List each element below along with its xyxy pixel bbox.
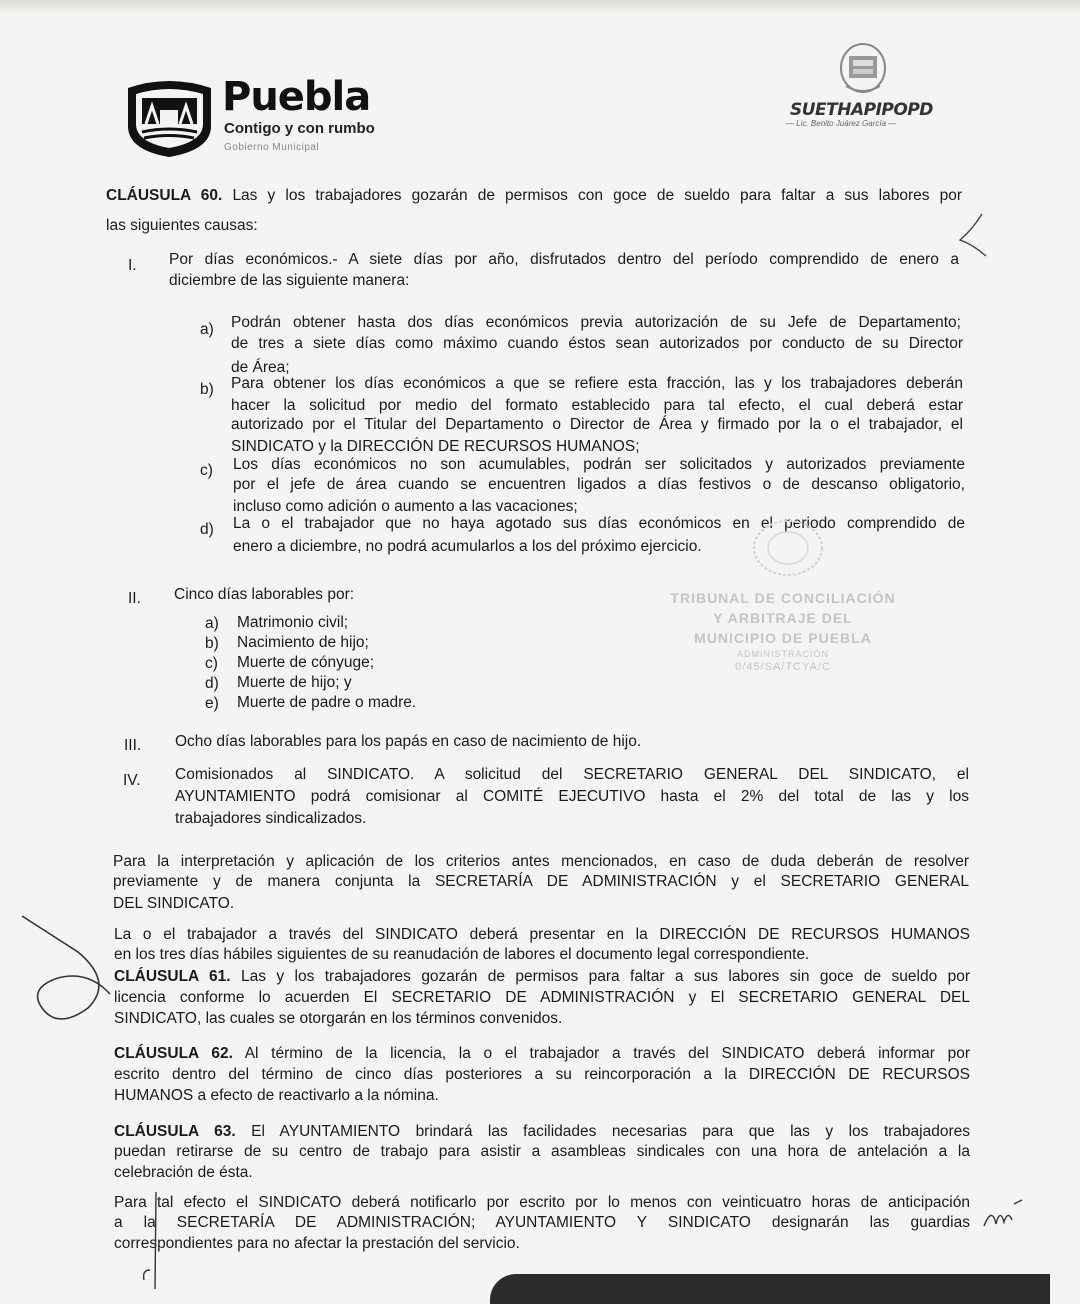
section1-line1: Por días económicos.- A siete días por año, disfrutados dentro del período comprendido de enero a [169,251,959,268]
section1-item-a-line1: Podrán obtener hasta dos días económicos previa autorización de su Jefe de Departamento; [231,314,961,331]
section2-item-a-text: Matrimonio civil; [237,614,349,631]
interpretation-line2: previamente y de manera conjunta la SECRETARÍA DE ADMINISTRACIÓN y el SECRETARIO GENERAL [113,873,969,890]
section1-item-b-line3: autorizado por el Titular del Departamento o Director de Área y firmado por la o el trabajador, el [231,416,963,433]
section4-line2: AYUNTAMIENTO podrá comisionar al COMITÉ EJECUTIVO hasta el 2% del total de las y los [175,788,969,805]
clause62-line3: HUMANOS a efecto de reactivarlo a la nómina. [114,1087,439,1104]
puebla-shield-logo [122,78,217,158]
section4-line3: trabajadores sindicalizados. [175,810,367,827]
union-seal-icon [836,42,890,98]
clause63-title: CLÁUSULA 63. [114,1123,236,1140]
stamp-line1: TRIBUNAL DE CONCILIACIÓN [670,590,896,606]
clause60-intro-line1 [106,186,962,206]
presentation-line1: La o el trabajador a través del SINDICATO deberá presentar en la DIRECCIÓN DE RECURSOS HUMANOS [114,926,970,943]
bottom-dark-bar [490,1274,1050,1304]
section1-item-a-line2: de tres a siete días como máximo cuando éstos sean autorizados por conducto de su Director [231,335,963,352]
interpretation-line3: DEL SINDICATO. [113,895,235,912]
section1-item-d-letter: d) [200,521,214,538]
section1-item-b-line1: Para obtener los días económicos a que se refiere esta fracción, las y los trabajadores deberán [231,375,963,392]
section2-numeral: II. [128,590,141,607]
clause63-line2: puedan retirarse de su centro de trabajo para asistir a asambleas sindicales con una hora de antelación a la [114,1143,970,1160]
section1-item-b-letter: b) [200,381,214,398]
section1-item-c-line2: por el jefe de área cuando se encuentren ligados a días festivos o de descanso obligatorio, [233,476,965,493]
section2-item-d-text: Muerte de hijo; y [237,674,352,691]
presentation-line2: en los tres días hábiles siguientes de su reanudación de labores el documento legal correspondiente. [114,946,810,963]
stamp-line4: ADMINISTRACIÓN [736,649,829,659]
signature-scribble [18,912,118,1032]
clause62-title: CLÁUSULA 62. [114,1045,233,1062]
section1-item-c-line3: incluso como adición o aumento a las vacaciones; [233,498,578,515]
clause63-notice-line2: a la SECRETARÍA DE ADMINISTRACIÓN; AYUNTAMIENTO Y SINDICATO designarán las guardias [114,1214,970,1231]
section3-text: Ocho días laborables para los papás en caso de nacimiento de hijo. [175,733,642,750]
clause61-line1 [114,967,970,987]
section1-item-a-line3: de Área; [231,359,290,376]
clause63-notice-line3: correspondientes para no afectar la prestación del servicio. [114,1235,520,1252]
section2-item-d-letter: d) [205,675,219,692]
initials-mark [982,1196,1026,1232]
union-subtitle: — Lic. Benito Juárez García — [786,119,897,128]
union-subtitle-text: Lic. Benito Juárez García [796,119,887,128]
clause60-intro-line2: las siguientes causas: [106,217,258,234]
corner-check-mark [942,210,992,280]
section2-item-e-letter: e) [205,695,219,712]
clause63-line1-text: El AYUNTAMIENTO brindará las facilidades necesarias para que las y los trabajadores [251,1123,971,1140]
section2-heading: Cinco días laborables por: [174,586,355,603]
section1-numeral: I. [128,257,137,274]
clause61-line3: SINDICATO, las cuales se otorgarán en los términos convenidos. [114,1010,563,1027]
clause61-line1-text: Las y los trabajadores gozarán de permisos para faltar a sus labores sin goce de sueldo por [241,968,970,985]
section1-line2: diciembre de las siguiente manera: [169,272,410,289]
clause60-intro-text: Las y los trabajadores gozarán de permisos con goce de sueldo para faltar a sus labores por [232,187,962,204]
section2-item-c-letter: c) [205,655,218,672]
section2-item-b-letter: b) [205,635,219,652]
union-name: SUETHAPIPOPD [790,100,933,120]
brand-tagline: Contigo y con rumbo [224,120,375,137]
section1-item-b-line2: hacer la solicitud por medio del formato establecido para tal efecto, el cual deberá estar [231,397,963,414]
stamp-line5: 0/45/SA/TCYA/C [735,661,831,673]
section1-item-a-letter: a) [200,321,214,338]
clause63-line1 [114,1122,970,1142]
section2-item-e-text: Muerte de padre o madre. [237,694,417,711]
section4-line1: Comisionados al SINDICATO. A solicitud del SECRETARIO GENERAL DEL SINDICATO, el [175,766,969,783]
section2-item-b-text: Nacimiento de hijo; [237,634,369,651]
section1-item-d-line2: enero a diciembre, no podrá acumularlos a los del próximo ejercicio. [233,538,702,555]
stamp-line2: Y ARBITRAJE DEL [713,610,853,626]
interpretation-line1: Para la interpretación y aplicación de los criterios antes mencionados, en caso de duda deberán de resolver [113,853,969,870]
brand-government: Gobierno Municipal [224,142,320,153]
clause61-title: CLÁUSULA 61. [114,968,231,985]
margin-line-mark [140,1190,170,1289]
clause62-line1-text: Al término de la licencia, la o el trabajador a través del SINDICATO deberá informar por [244,1045,970,1062]
faint-seal-icon [748,518,828,578]
clause63-line3: celebración de ésta. [114,1164,253,1181]
clause63-notice-line1: Para tal efecto el SINDICATO deberá notificarlo por escrito por lo menos con veinticuatro horas de anticipación [114,1194,970,1211]
section1-item-b-line4: SINDICATO y la DIRECCIÓN DE RECURSOS HUMANOS; [231,438,640,455]
clause62-line1 [114,1044,970,1064]
section4-numeral: IV. [123,772,141,789]
section1-item-d-line1: La o el trabajador que no haya agotado sus días económicos en el periodo comprendido de [233,515,965,532]
section1-item-c-line1: Los días económicos no son acumulables, podrán ser solicitados y autorizados previamente [233,456,965,473]
section2-item-c-text: Muerte de cónyuge; [237,654,375,671]
clause62-line2: escrito dentro del término de cinco días posteriores a su reincorporación a la DIRECCIÓN DE RECURSOS [114,1066,970,1083]
section3-numeral: III. [124,737,142,754]
tribunal-stamp [648,588,918,688]
section1-item-c-letter: c) [200,462,213,479]
stamp-line3: MUNICIPIO DE PUEBLA [694,630,872,646]
section2-item-a-letter: a) [205,615,219,632]
scan-top-shadow [0,0,1080,14]
clause61-line2: licencia conforme lo acuerden El SECRETARIO DE ADMINISTRACIÓN y El SECRETARIO GENERAL DEL [114,989,970,1006]
brand-title: Puebla [222,74,371,120]
clause60-title: CLÁUSULA 60. [106,187,223,204]
